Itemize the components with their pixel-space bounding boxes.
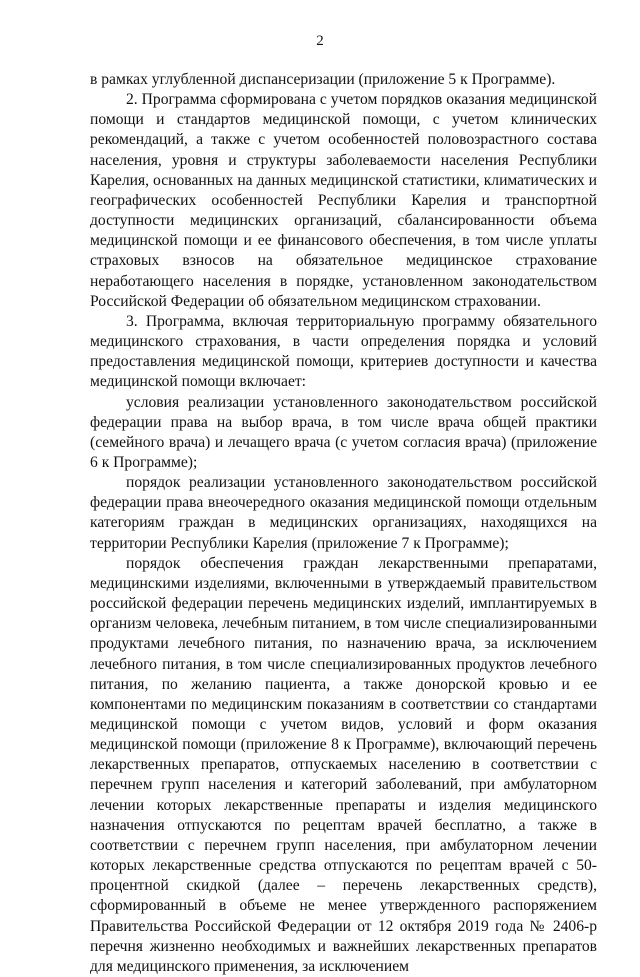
paragraph-item-3: 3. Программа, включая территориальную программу обязательного медицинского страхования, в части определения порядка и условий предоставления медицинской помощи, критериев доступности и качества медицинской помощи включает: — [90, 312, 597, 391]
paragraph-medicines-provision: порядок обеспечения граждан лекарственными препаратами, медицинскими изделиями, включенными в утверждаемый правительством российской федерации перечень медицинских изделий, имплантируемых в организм человека, лечебным питанием, в том числе специализированными продуктами лечебного питания, по назначению врача, за исключением лечебного питания, в том числе специализированных продуктов лечебного питания, по желанию пациента, а также донорской кровью и ее компонентами по медицинским показаниям в соответствии со стандартами медицинской помощи с учетом видов, условий и форм оказания медицинской помощи (приложение 8 к Программе), включающий перечень лекарственных препаратов, отпускаемых населению в соответствии с перечнем групп населения и категорий заболеваний, при амбулаторном лечении которых лекарственные препараты и изделия медицинского назначения отпускаются по рецептам врачей бесплатно, а также в соответствии с перечнем групп населения, при амбулаторном лечении которых лекарственные средства отпускаются по рецептам врачей с 50-процентной скидкой (далее – перечень лекарственных средств), сформированный в объеме не менее утвержденного распоряжением Правительства Российской Федерации от 12 октября 2019 года № 2406-р перечня жизненно необходимых и важнейших лекарственных препаратов для медицинского применения, за исключением — [90, 554, 597, 975]
paragraph-continuation: в рамках углубленной диспансеризации (приложение 5 к Программе). — [90, 71, 556, 88]
paragraph-choice-of-doctor: условия реализации установленного законодательством российской федерации права на выбор врача, в том числе врача общей практики (семейного врача) и лечащего врача (с учетом согласия врача) (приложение 6 к Программе); — [90, 393, 597, 471]
page-number: 2 — [316, 33, 324, 49]
paragraph-priority-care: порядок реализации установленного законодательством российской федерации права внеочередного оказания медицинской помощи отдельным категориям граждан в медицинских организациях, находящихся на территории Республики Карелия (приложение 7 к Программе); — [90, 474, 597, 552]
paragraph-item-2: 2. Программа сформирована с учетом порядков оказания медицинской помощи и стандартов медицинской помощи, с учетом клинических рекомендаций, а также с учетом особенностей половозрастного состава населения, уровня и структуры заболеваемости населения Республики Карелия, основанных на данных медицинской статистики, климатических и географических особенностей Республики Карелия и транспортной доступности медицинских организаций, сбалансированности объема медицинской помощи и ее финансового обеспечения, в том числе уплаты страховых взносов на обязательное медицинское страхование неработающего населения в порядке, установленном законодательством Российской Федерации об обязательном медицинском страховании. — [90, 91, 597, 310]
document-body — [90, 70, 597, 977]
